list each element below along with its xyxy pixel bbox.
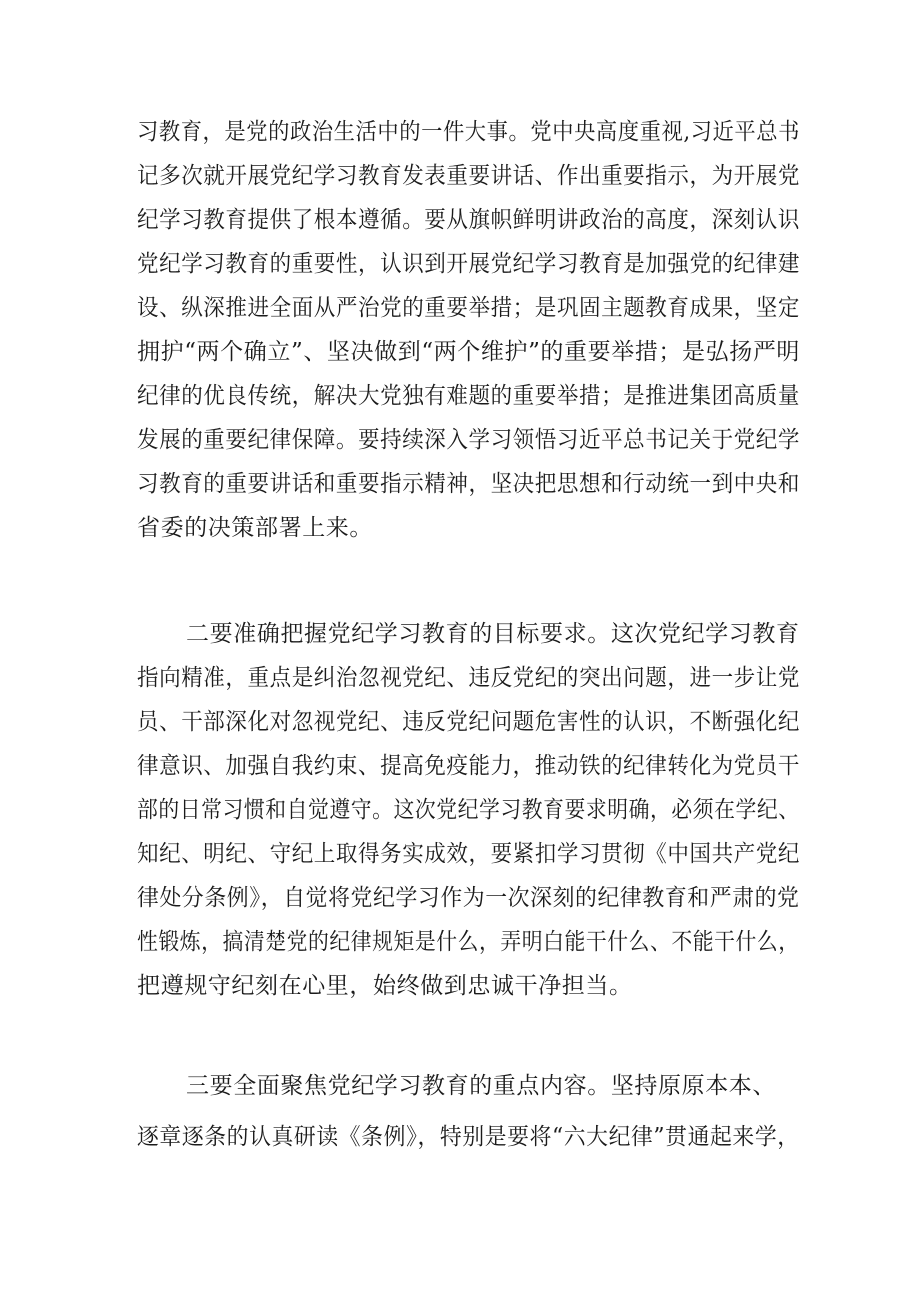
paragraph-2-line-3: 员、干部深化对忽视党纪、违反党纪问题危害性的认识，不断强化纪 bbox=[137, 709, 800, 735]
paragraph-1-line-2: 记多次就开展党纪学习教育发表重要讲话、作出重要指示，为开展党 bbox=[137, 163, 800, 189]
paragraph-2-heading: 二要准确把握党纪学习教育的目标要求。 bbox=[186, 621, 611, 647]
paragraph-2-line-6: 知纪、明纪、守纪上取得务实成效，要紧扣学习贯彻《中国共产党纪 bbox=[137, 841, 800, 867]
paragraph-2-line-4: 律意识、加强自我约束、提高免疫能力，推动铁的纪律转化为党员干 bbox=[137, 753, 800, 779]
paragraph-2-line-5: 部的日常习惯和自觉遵守。这次党纪学习教育要求明确，必须在学纪、 bbox=[137, 797, 800, 823]
paragraph-3-heading: 三要全面聚焦党纪学习教育的重点内容。 bbox=[186, 1073, 611, 1099]
paragraph-1-line-4: 党纪学习教育的重要性，认识到开展党纪学习教育是加强党的纪律建 bbox=[137, 251, 800, 277]
paragraph-2-line-2: 指向精准，重点是纠治忽视党纪、违反党纪的突出问题，进一步让党 bbox=[137, 665, 800, 691]
paragraph-3-first-line-rest: 坚持原原本本、 bbox=[610, 1073, 777, 1099]
paragraph-1-line-9: 习教育的重要讲话和重要指示精神，坚决把思想和行动统一到中央和 bbox=[137, 471, 800, 497]
paragraph-2-first-line bbox=[186, 619, 800, 649]
paragraph-2-line-8: 性锻炼，搞清楚党的纪律规矩是什么，弄明白能干什么、不能干什么， bbox=[137, 929, 800, 955]
paragraph-1-line-1: 习教育，是党的政治生活中的一件大事。党中央高度重视,习近平总书 bbox=[137, 119, 800, 145]
paragraph-2-line-9: 把遵规守纪刻在心里，始终做到忠诚干净担当。 bbox=[137, 973, 633, 999]
paragraph-2-first-line-rest: 这次党纪学习教育 bbox=[610, 621, 800, 647]
paragraph-1-line-3: 纪学习教育提供了根本遵循。要从旗帜鲜明讲政治的高度，深刻认识 bbox=[137, 207, 800, 233]
paragraph-1-line-10: 省委的决策部署上来。 bbox=[137, 515, 373, 541]
paragraph-3-first-line bbox=[186, 1071, 776, 1101]
paragraph-1-line-7: 纪律的优良传统，解决大党独有难题的重要举措；是推进集团高质量 bbox=[137, 383, 800, 409]
paragraph-1-line-5: 设、纵深推进全面从严治党的重要举措；是巩固主题教育成果，坚定 bbox=[137, 295, 800, 321]
paragraph-1-line-6: 拥护“两个确立”、坚决做到“两个维护”的重要举措；是弘扬严明 bbox=[137, 339, 801, 365]
paragraph-3-line-2: 逐章逐条的认真研读《条例》，特别是要将“六大纪律”贯通起来学， bbox=[137, 1124, 800, 1150]
paragraph-1-line-8: 发展的重要纪律保障。要持续深入学习领悟习近平总书记关于党纪学 bbox=[137, 427, 800, 453]
paragraph-2-line-7: 律处分条例》，自觉将党纪学习作为一次深刻的纪律教育和严肃的党 bbox=[137, 885, 800, 911]
